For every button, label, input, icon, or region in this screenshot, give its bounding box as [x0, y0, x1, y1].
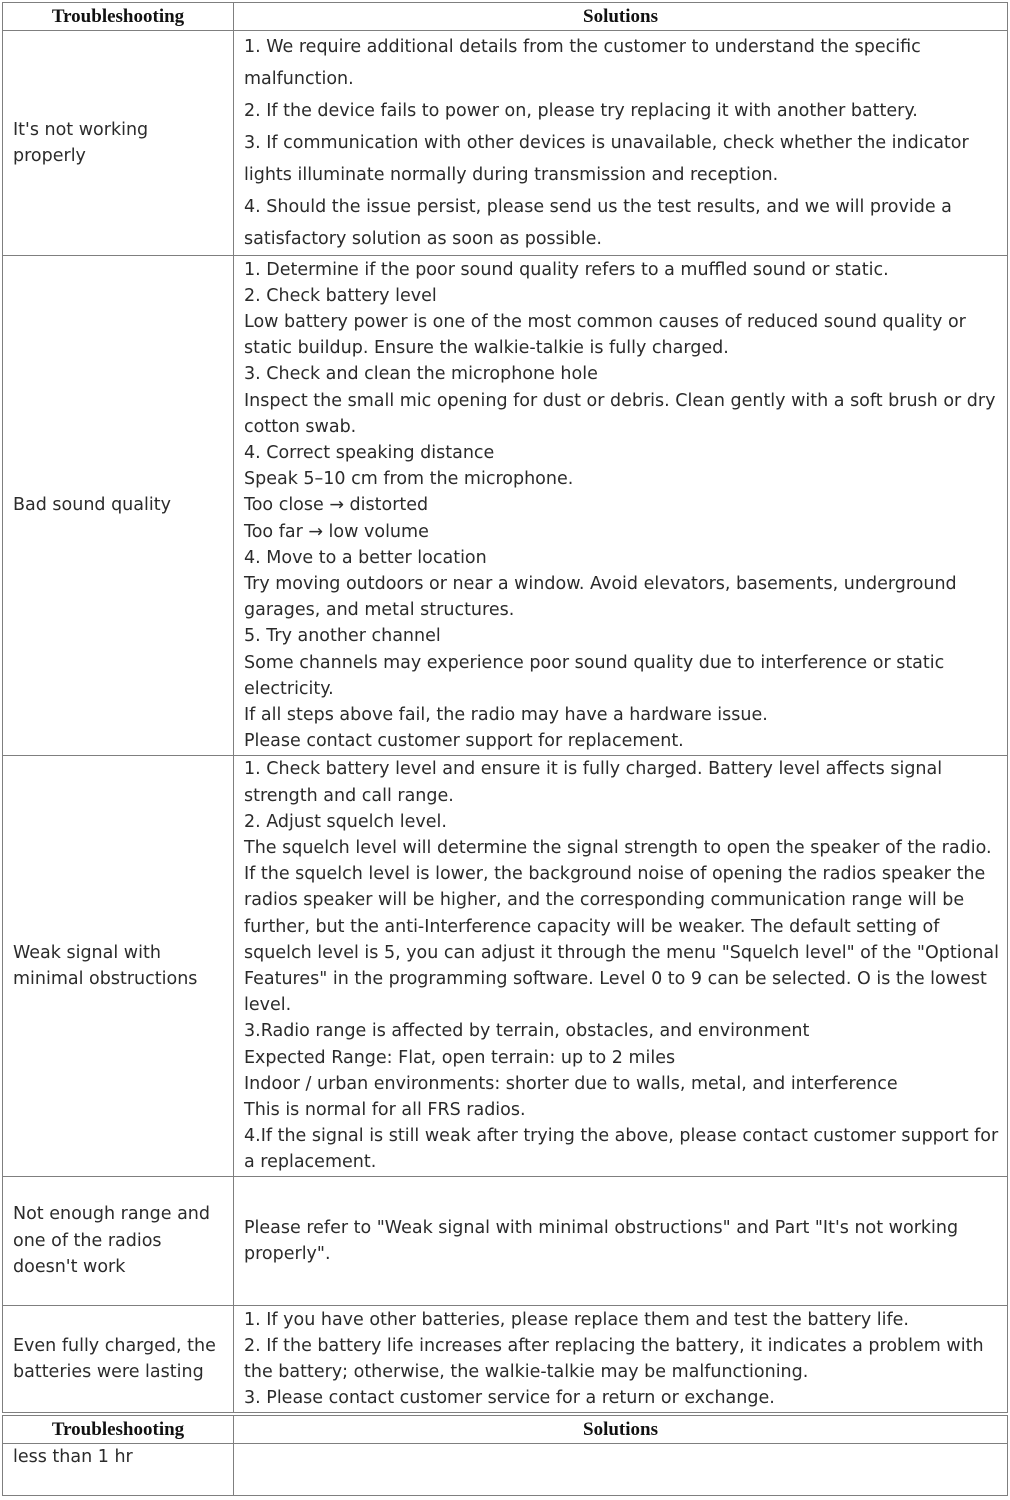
solution-cell [234, 1444, 1008, 1496]
solution-line: Please contact customer support for replacement. [244, 731, 684, 752]
table-row [3, 1306, 1008, 1413]
table-header-row [3, 1416, 1008, 1444]
solution-line: 1. Determine if the poor sound quality refers to a muffled sound or static. [244, 259, 889, 280]
header-troubleshooting: Troubleshooting [3, 3, 234, 31]
solution-line: 3.Radio range is affected by terrain, obstacles, and environment [244, 1021, 810, 1042]
solution-line: Expected Range: Flat, open terrain: up to 2 miles [244, 1047, 676, 1068]
solution-line: 5. Try another channel [244, 626, 441, 647]
troubleshooting-table [2, 2, 1008, 1413]
solution-line: Features" in the programming software. Level 0 to 9 can be selected. O is the lowest [244, 969, 987, 989]
issue-cell [3, 1306, 234, 1413]
issue-line: batteries were lasting [13, 1362, 204, 1382]
solution-line: Too close → distorted [244, 495, 429, 516]
solution-line: cotton swab. [244, 416, 357, 437]
table-row [3, 756, 1008, 1177]
solution-line: the battery; otherwise, the walkie-talkie may be malfunctioning. [244, 1362, 809, 1382]
issue-line: Bad sound quality [13, 495, 171, 516]
solution-line: If all steps above fail, the radio may have a hardware issue. [244, 705, 768, 726]
solution-line: If the squelch level is lower, the background noise of opening the radios speaker the [244, 864, 986, 885]
solution-line: 2. Check battery level [244, 285, 437, 306]
table-row [3, 1444, 1008, 1496]
issue-cell [3, 31, 234, 256]
issue-cell [3, 256, 234, 756]
issue-line: one of the radios [13, 1230, 162, 1251]
solution-line: a replacement. [244, 1152, 377, 1173]
solution-line: 2. If the device fails to power on, please try replacing it with another battery. [244, 101, 918, 121]
solution-line: static buildup. Ensure the walkie-talkie is fully charged. [244, 338, 729, 359]
issue-line: It's not working [13, 119, 149, 140]
issue-cell [3, 1444, 234, 1496]
solution-line: satisfactory solution as soon as possible. [244, 229, 602, 249]
issue-line: Not enough range and [13, 1204, 211, 1225]
solution-line: Inspect the small mic opening for dust or debris. Clean gently with a soft brush or dry [244, 390, 996, 411]
solution-line: 1. Check battery level and ensure it is fully charged. Battery level affects signal [244, 759, 943, 780]
solution-line: 2. If the battery life increases after replacing the battery, it indicates a problem with [244, 1335, 984, 1356]
solution-cell [234, 256, 1008, 756]
solution-line: 4. Correct speaking distance [244, 442, 495, 463]
solution-line: garages, and metal structures. [244, 600, 515, 621]
solution-line: 4. Should the issue persist, please send us the test results, and we will provide a [244, 197, 952, 217]
solution-line: 3. Please contact customer service for a return or exchange. [244, 1388, 775, 1409]
issue-line: doesn't work [13, 1257, 126, 1278]
solution-line: 2. Adjust squelch level. [244, 811, 447, 832]
solution-line: lights illuminate normally during transmission and reception. [244, 165, 779, 185]
header-solutions: Solutions [234, 3, 1008, 31]
solution-line: level. [244, 995, 292, 1016]
issue-cell [3, 756, 234, 1177]
issue-line: Even fully charged, the [13, 1335, 216, 1356]
table-row [3, 256, 1008, 756]
issue-cell [3, 1177, 234, 1306]
solution-line: radios speaker will be higher, and the corresponding communication range will be [244, 890, 965, 911]
header-solutions: Solutions [234, 1416, 1008, 1444]
solution-line: 1. If you have other batteries, please replace them and test the battery life. [244, 1309, 909, 1330]
solution-cell [234, 31, 1008, 256]
solution-line: 1. We require additional details from the customer to understand the specific [244, 37, 921, 57]
header-troubleshooting: Troubleshooting [3, 1416, 234, 1444]
solution-line: Some channels may experience poor sound quality due to interference or static [244, 652, 945, 673]
solution-line: The squelch level will determine the signal strength to open the speaker of the radio. [244, 837, 992, 858]
solution-line: squelch level is 5, you can adjust it through the menu "Squelch level" of the "Optional [244, 942, 999, 963]
solution-line: Speak 5–10 cm from the microphone. [244, 469, 574, 490]
solution-line: Low battery power is one of the most common causes of reduced sound quality or [244, 311, 966, 332]
solution-line: Try moving outdoors or near a window. Avoid elevators, basements, underground [244, 574, 957, 594]
solution-cell [234, 756, 1008, 1177]
solution-line: Please refer to "Weak signal with minimal obstructions" and Part "It's not working [244, 1217, 959, 1238]
issue-line: less than 1 hr [13, 1447, 133, 1467]
troubleshooting-table-continued [2, 1415, 1008, 1496]
solution-line: 3. Check and clean the microphone hole [244, 364, 598, 385]
solution-line: electricity. [244, 678, 334, 699]
issue-line: Weak signal with [13, 942, 161, 963]
solution-line: 4.If the signal is still weak after trying the above, please contact customer support for [244, 1126, 999, 1147]
table-row [3, 1177, 1008, 1306]
solution-cell [234, 1306, 1008, 1413]
solution-line: properly". [244, 1244, 331, 1264]
solution-line: further, but the anti-Interference capacity will be weaker. The default setting of [244, 916, 940, 937]
solution-line: Too far → low volume [244, 521, 429, 542]
issue-line: properly [13, 146, 86, 166]
solution-line: strength and call range. [244, 785, 454, 806]
solution-line: malfunction. [244, 69, 354, 89]
solution-line: Indoor / urban environments: shorter due to walls, metal, and interference [244, 1073, 898, 1094]
issue-line: minimal obstructions [13, 969, 198, 989]
solution-cell [234, 1177, 1008, 1306]
table-header-row [3, 3, 1008, 31]
solution-line: 3. If communication with other devices is unavailable, check whether the indicator [244, 133, 969, 153]
solution-line: This is normal for all FRS radios. [244, 1100, 526, 1121]
solution-line: 4. Move to a better location [244, 547, 487, 568]
table-row [3, 31, 1008, 256]
